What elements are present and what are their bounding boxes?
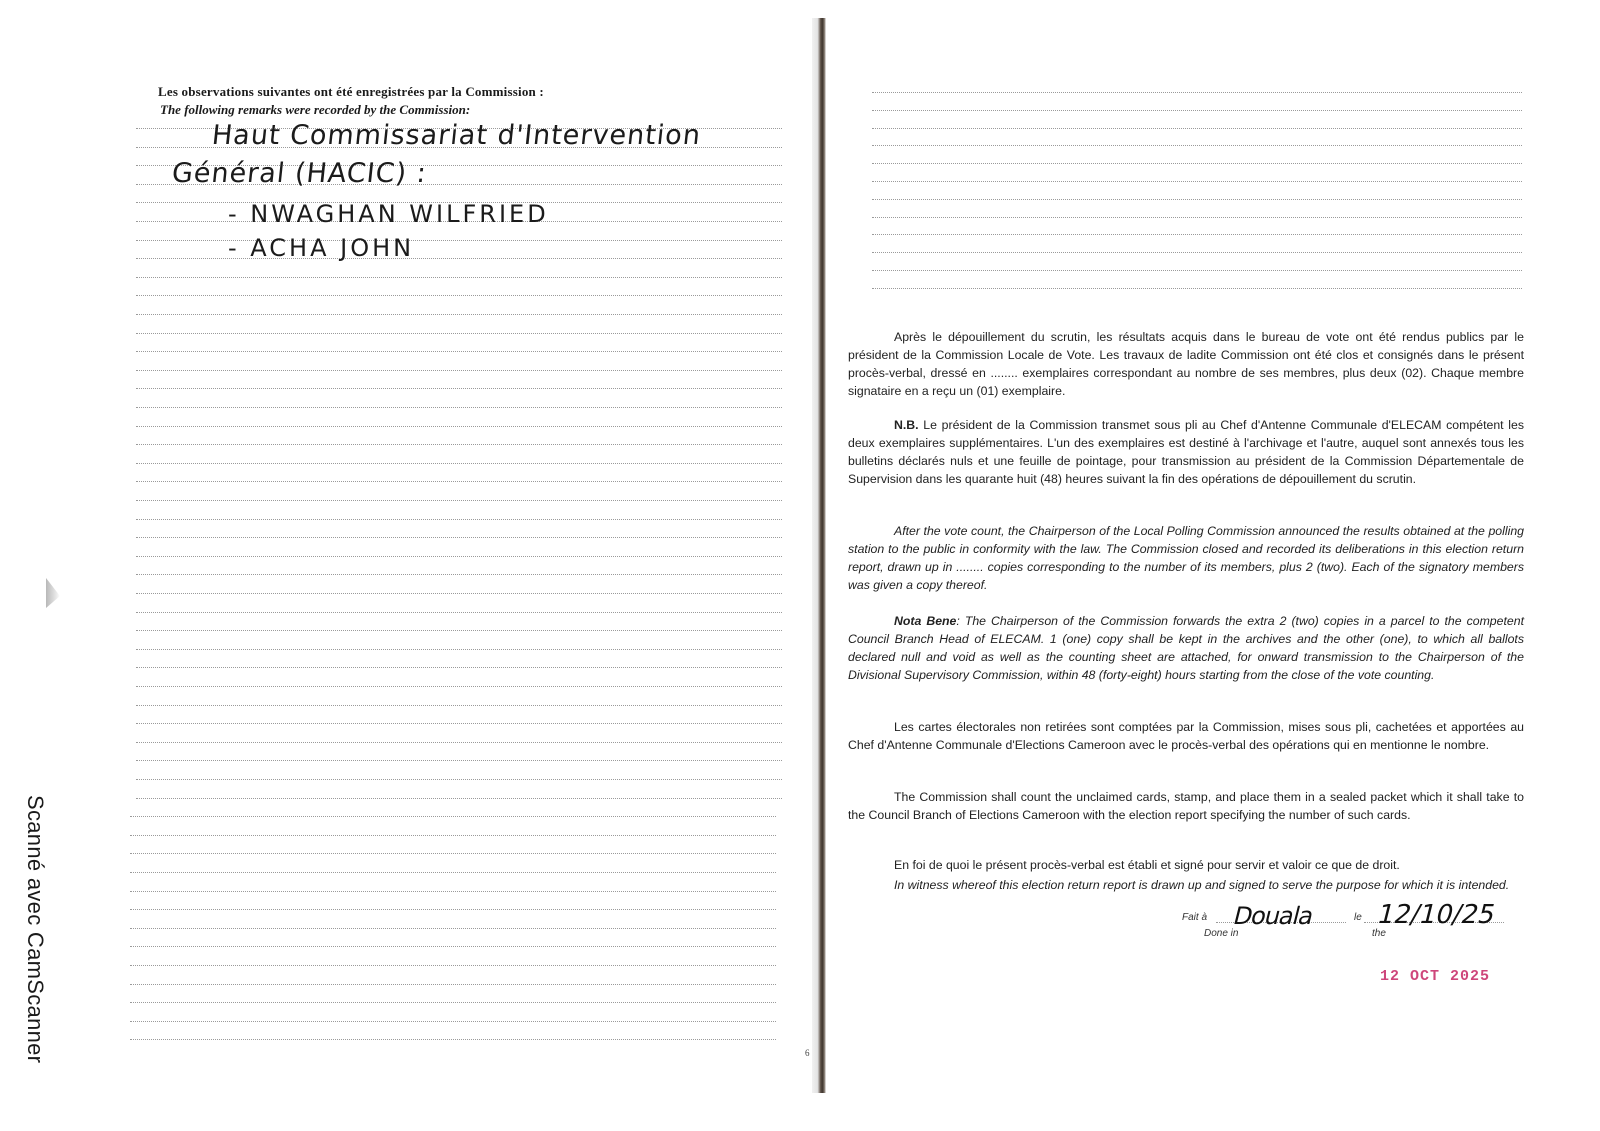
done-at-label-en: Done in	[1204, 928, 1239, 939]
ruled-line	[130, 872, 776, 873]
ruled-line	[130, 946, 776, 947]
ruled-line	[136, 649, 782, 650]
ruled-line	[136, 537, 782, 538]
ruled-line	[136, 388, 782, 389]
handwritten-place: Douala	[1230, 902, 1316, 930]
ruled-line	[136, 277, 782, 278]
blank-line	[872, 163, 1522, 164]
ruled-line	[136, 779, 782, 780]
blank-line	[872, 288, 1522, 289]
scan-edge-shadow	[46, 578, 60, 608]
date-label-fr: le	[1354, 912, 1362, 923]
done-at-label-fr: Fait à	[1182, 912, 1208, 923]
ruled-line	[136, 593, 782, 594]
book-spine	[812, 18, 826, 1093]
ruled-line	[130, 891, 776, 892]
handwritten-name-1: - NWAGHAN WILFRIED	[228, 200, 549, 228]
ruled-line	[136, 686, 782, 687]
blank-line	[872, 110, 1522, 111]
ruled-line	[136, 667, 782, 668]
ruled-line	[136, 519, 782, 520]
signature-block	[1182, 900, 1522, 968]
ruled-line	[136, 333, 782, 334]
ruled-line	[136, 742, 782, 743]
ruled-line	[136, 481, 782, 482]
ruled-line	[136, 612, 782, 613]
blank-line	[872, 199, 1522, 200]
ruled-line	[136, 295, 782, 296]
ruled-line	[136, 351, 782, 352]
blank-line	[872, 234, 1522, 235]
left-page	[120, 20, 810, 1110]
paragraph-results-en: After the vote count, the Chairperson of the Local Polling Commission announced the results obtained at the polling station to the public in conformity with the law. The Commission closed and recorded its deliberations in this election return report, drawn up in ........ copies corresponding to the number of its members, plus 2 (two). Each of the signatory members was given a copy thereof.	[848, 524, 1524, 592]
paragraph-witness-fr: En foi de quoi le présent procès-verbal est établi et signé pour servir et valoir ce que de droit.	[894, 858, 1400, 872]
right-page	[832, 20, 1532, 1110]
ruled-line	[130, 1002, 776, 1003]
camscanner-watermark: Scanné avec CamScanner	[23, 795, 48, 1064]
paragraph-cards-en: The Commission shall count the unclaimed cards, stamp, and place them in a sealed packet which it shall take to the Council Branch of Elections Cameroon with the election report specifying the number of such cards.	[848, 790, 1524, 822]
blank-line	[872, 145, 1522, 146]
ruled-line	[130, 853, 776, 854]
remarks-heading-fr: Les observations suivantes ont été enregistrées par la Commission :	[158, 84, 544, 99]
ruled-line	[130, 835, 776, 836]
page-number: 6	[805, 1048, 810, 1058]
ruled-line	[136, 705, 782, 706]
ruled-line	[136, 500, 782, 501]
ruled-line	[130, 928, 776, 929]
handwritten-date: 12/10/25	[1374, 900, 1499, 930]
ruled-line	[136, 798, 782, 799]
blank-line	[872, 270, 1522, 271]
blank-line	[872, 92, 1522, 93]
paragraph-nota-bene-en: Nota Bene: The Chairperson of the Commission forwards the extra 2 (two) copies in a parcel to the competent Council Branch Head of ELECAM. 1 (one) copy shall be kept in the archives and the other (one), to which all ballots declared null and void as well as the counting sheet are attached, for onward transmission to the Chairperson of the Divisional Supervisory Commission, within 48 (forty-eight) hours starting from the close of the vote counting.	[848, 614, 1524, 682]
blank-line	[872, 217, 1522, 218]
ruled-line	[136, 314, 782, 315]
ruled-line	[136, 630, 782, 631]
handwritten-remark-line-2: Général (HACIC) :	[170, 158, 429, 189]
ruled-line	[130, 965, 776, 966]
remarks-heading-en: The following remarks were recorded by the Commission:	[160, 102, 471, 117]
paragraph-nb-fr: N.B. Le président de la Commission transmet sous pli au Chef d'Antenne Communale d'ELECAM compétent les deux exemplaires supplémentaires. L'un des exemplaires est destiné à l'archivage et l'autre, auquel sont annexés tous les bulletins déclarés nuls et une feuille de pointage, pour transmission au président de la Commission Départementale de Supervision dans les quarante huit (48) heures suivant la fin des opérations de dépouillement du scrutin.	[848, 418, 1524, 486]
nb-label: N.B.	[894, 418, 919, 432]
ruled-line	[136, 444, 782, 445]
ruled-line	[136, 556, 782, 557]
nota-bene-label: Nota Bene	[894, 614, 957, 628]
paragraph-results-fr: Après le dépouillement du scrutin, les résultats acquis dans le bureau de vote ont été rendus publics par le président de la Commission Locale de Vote. Les travaux de ladite Commission ont été clos et consignés dans le présent procès-verbal, dressé en ........ exemplaires correspondant au nombre de ses membres, plus deux (02). Chaque membre signataire en a reçu un (01) exemplaire.	[848, 330, 1524, 398]
ruled-line	[136, 407, 782, 408]
ruled-line	[130, 984, 776, 985]
date-stamp: 12 OCT 2025	[1380, 968, 1491, 985]
ruled-line	[130, 816, 776, 817]
handwritten-name-2: - ACHA JOHN	[228, 234, 415, 262]
ruled-line	[136, 426, 782, 427]
ruled-line	[136, 723, 782, 724]
paragraph-witness-en: In witness whereof this election return report is drawn up and signed to serve the purpose for which it is intended.	[894, 878, 1510, 892]
ruled-line	[130, 1021, 776, 1022]
ruled-line	[136, 574, 782, 575]
blank-line	[872, 128, 1522, 129]
handwritten-remark-line-1: Haut Commissariat d'Intervention	[210, 120, 703, 151]
ruled-line	[136, 370, 782, 371]
ruled-line	[130, 1039, 776, 1040]
date-label-en: the	[1372, 928, 1386, 939]
ruled-line	[136, 760, 782, 761]
ruled-line	[136, 463, 782, 464]
paragraph-cards-fr: Les cartes électorales non retirées sont comptées par la Commission, mises sous pli, cachetées et apportées au Chef d'Antenne Communale d'Elections Cameroon avec le procès-verbal des opérations qui en mentionne le nombre.	[848, 720, 1524, 752]
blank-line	[872, 252, 1522, 253]
ruled-line	[130, 909, 776, 910]
blank-line	[872, 181, 1522, 182]
